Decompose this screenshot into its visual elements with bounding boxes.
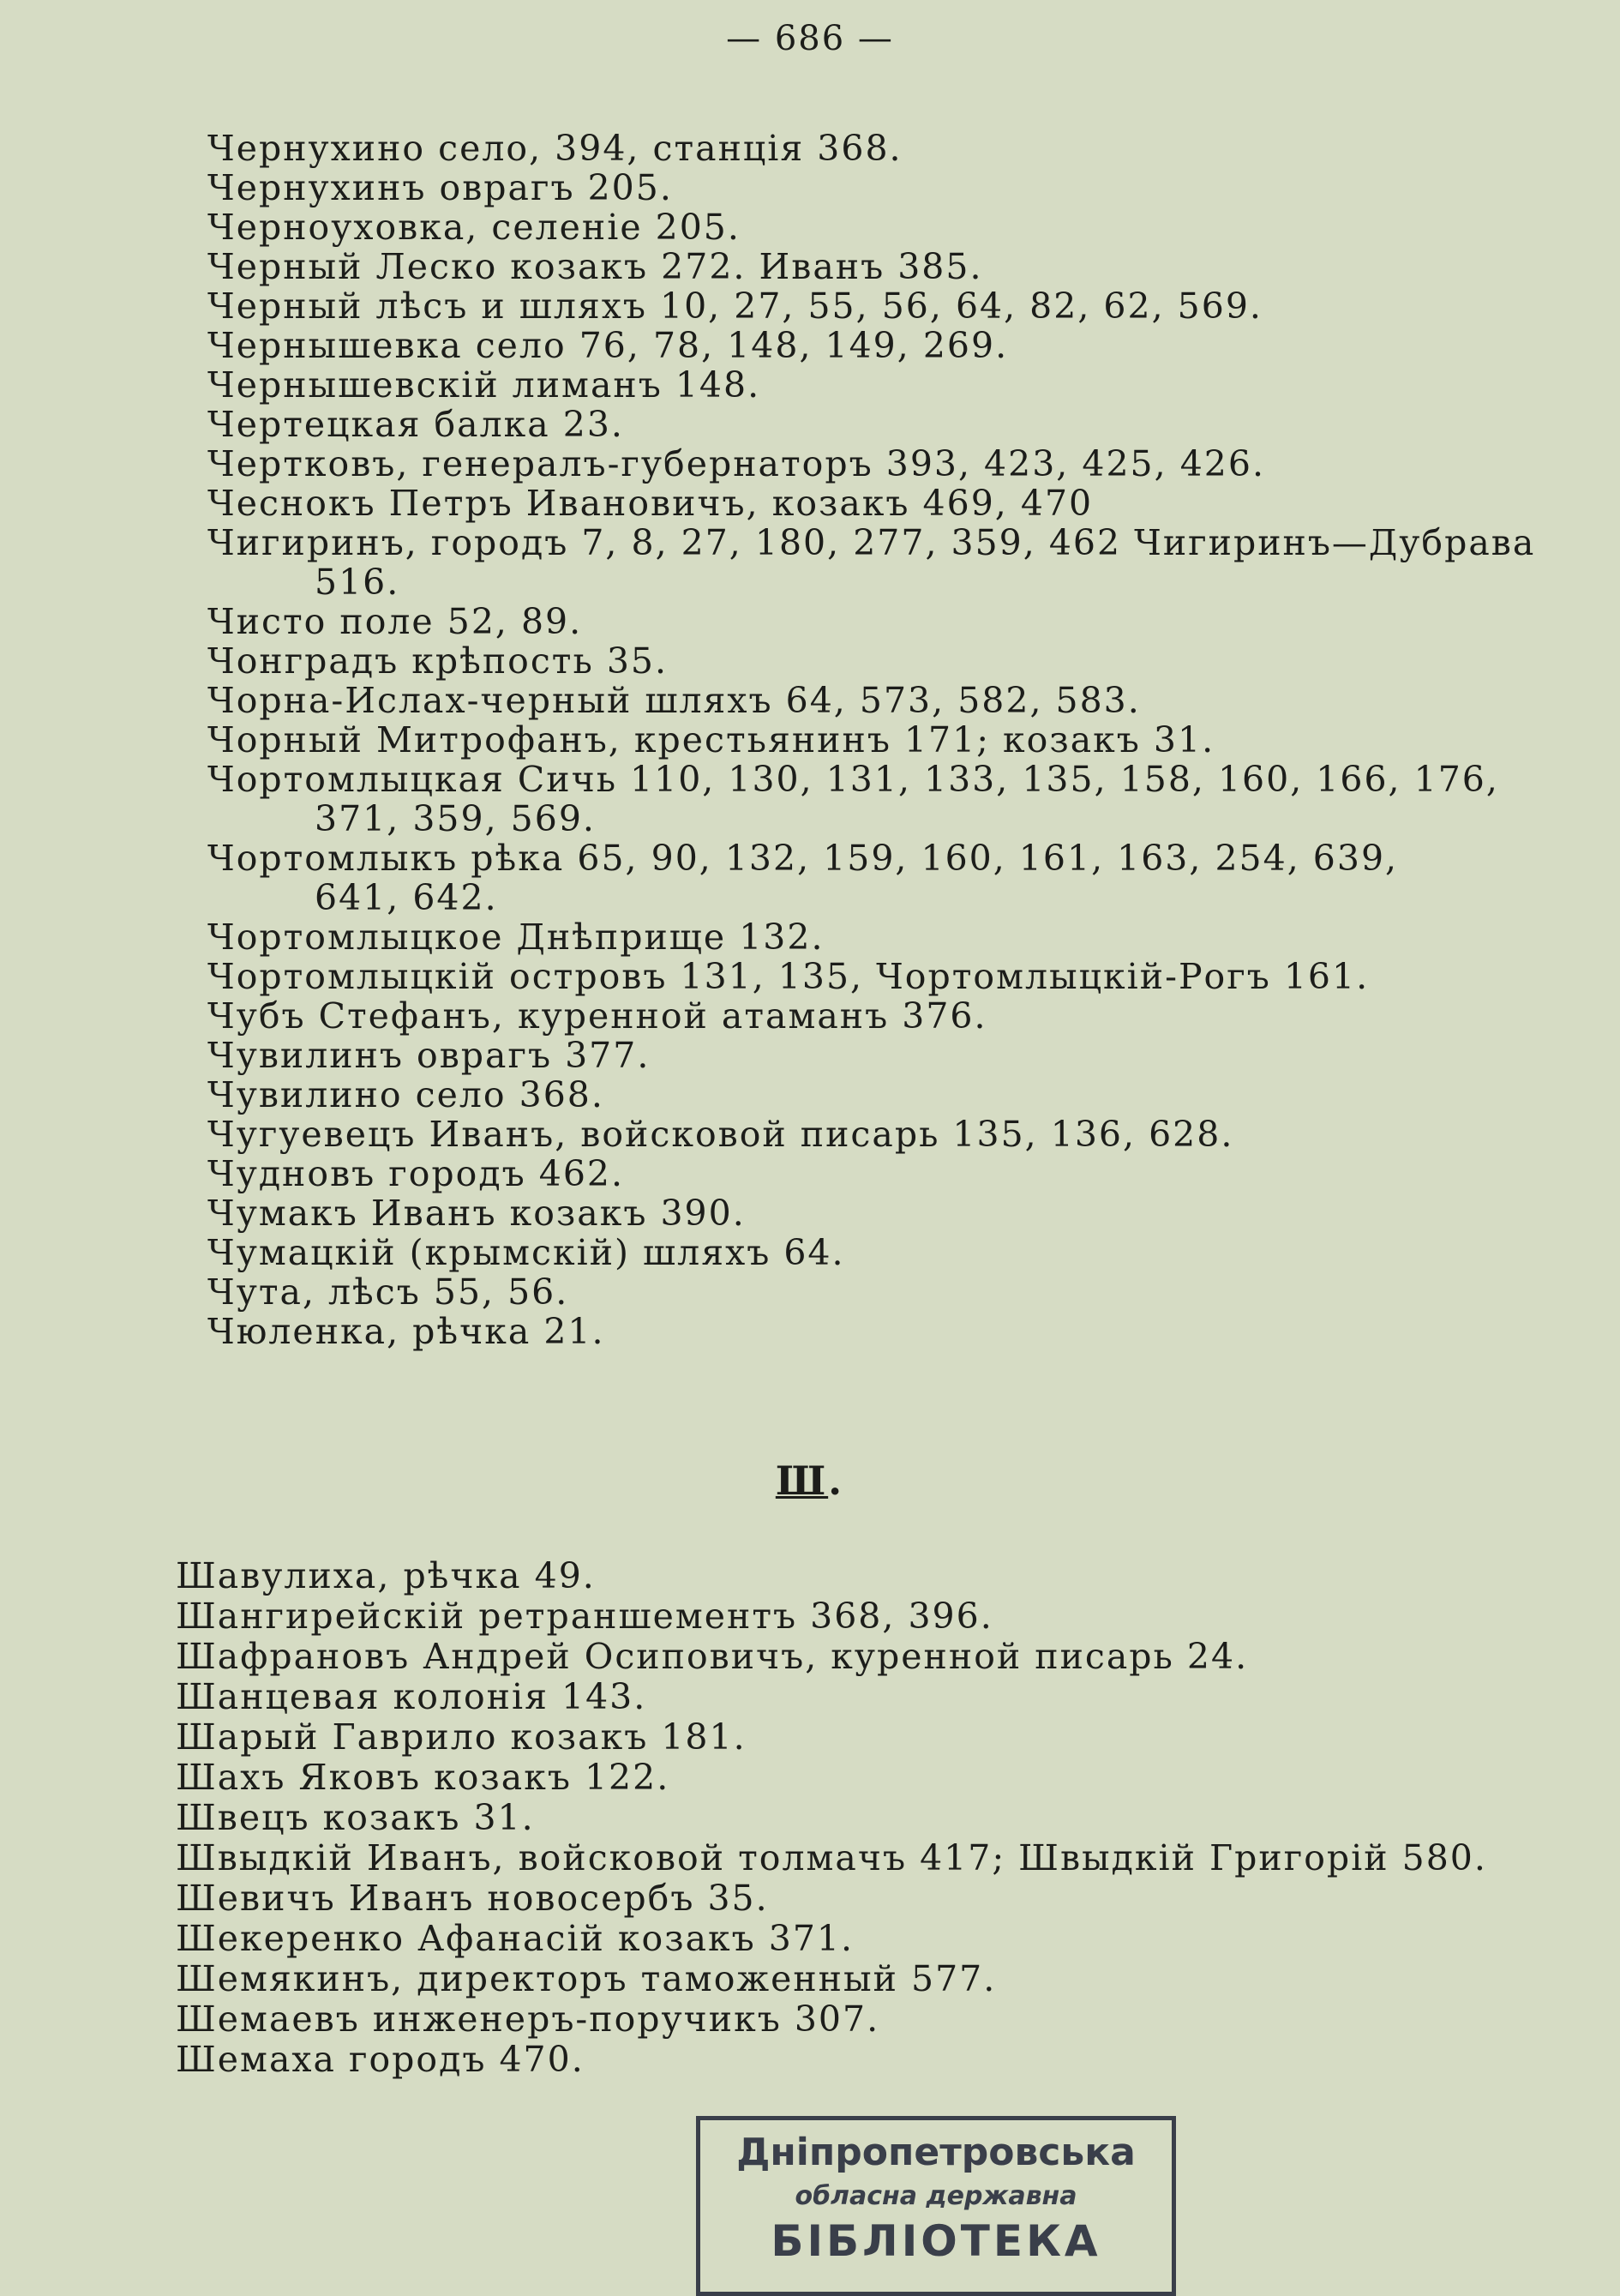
index-entry-text: Шангирейскій ретраншементъ 368, 396. (176, 1596, 993, 1637)
index-entry-text: Чумакъ Иванъ козакъ 390. (207, 1193, 746, 1234)
index-entry (207, 957, 1369, 996)
index-entry-text: Чортомлыцкая Сичь 110, 130, 131, 133, 135, 158, 160, 166, 176, (207, 759, 1499, 800)
index-entry (207, 444, 1265, 484)
index-entry-text: Шанцевая колонія 143. (176, 1676, 647, 1717)
index-entry-text: Чорна-Ислах-черный шляхъ 64, 573, 582, 583. (207, 680, 1141, 721)
index-entry-text: Чута, лѣсъ 55, 56. (207, 1271, 569, 1313)
index-entry (207, 1233, 845, 1272)
index-entry-text: Чернухинъ оврагъ 205. (207, 167, 673, 208)
index-entry-text: Чортомлыкъ рѣка 65, 90, 132, 159, 160, 161, 163, 254, 639, (207, 838, 1399, 879)
index-entry-text: Швецъ козакъ 31. (176, 1797, 535, 1838)
index-entry-text: Черноуховка, селеніе 205. (207, 207, 741, 248)
index-entry (176, 1999, 879, 2039)
index-entry-continuation: 371, 359, 569. (315, 798, 596, 839)
index-entry-text: Шевичъ Иванъ новосербъ 35. (176, 1878, 769, 1919)
index-entry (176, 1596, 993, 1636)
index-entry-text: Шекеренко Афанасій козакъ 371. (176, 1918, 855, 1959)
index-entry-text: Чумацкій (крымскій) шляхъ 64. (207, 1232, 845, 1273)
index-entry (207, 917, 825, 957)
stamp-line-2: обласна державна (795, 2181, 1077, 2211)
index-entry (176, 1878, 769, 1918)
index-entry-text: Чугуевецъ Иванъ, войсковой писарь 135, 136, 628. (207, 1114, 1234, 1155)
index-entry-text: Чортомлыцкое Днѣприще 132. (207, 917, 825, 958)
index-entry-text: Чеснокъ Петръ Ивановичъ, козакъ 469, 470 (207, 483, 1094, 524)
index-entry-text: Шемаха городъ 470. (176, 2039, 585, 2080)
index-entry (207, 1075, 604, 1115)
index-entry-text: Чувилинъ оврагъ 377. (207, 1035, 651, 1076)
index-entry-text: Чувилино село 368. (207, 1074, 604, 1115)
index-entry (176, 1919, 854, 1958)
index-entry-continuation: 641, 642. (315, 877, 498, 918)
index-entry-text: Черный лѣсъ и шляхъ 10, 27, 55, 56, 64, 82, 62, 569. (207, 285, 1263, 327)
index-entry-text: Чернышевскій лиманъ 148. (207, 364, 761, 406)
index-entry-text: Шемякинъ, директоръ таможенный 577. (176, 1958, 997, 1999)
index-entry (207, 602, 582, 641)
index-entry (207, 207, 741, 247)
stamp-line-3: БІБЛІОТЕКА (771, 2216, 1101, 2266)
index-entry (176, 1758, 669, 1797)
index-entry (207, 326, 1008, 365)
index-entry (207, 1036, 650, 1075)
index-entry (207, 838, 1398, 917)
index-entry (207, 129, 903, 168)
index-entry (207, 760, 1499, 838)
index-entry-text: Черный Леско козакъ 272. Иванъ 385. (207, 246, 983, 287)
section-letter: Ш (775, 1458, 829, 1504)
index-entry-text: Чернухино село, 394, станція 368. (207, 128, 903, 169)
index-entry-text: Чортомлыцкій островъ 131, 135, Чортомлыцкій-Рогъ 161. (207, 956, 1370, 997)
index-entry-text: Чудновъ городъ 462. (207, 1153, 625, 1194)
index-entry-text: Чюленка, рѣчка 21. (207, 1311, 605, 1352)
index-entry-text: Чубъ Стефанъ, куренной атаманъ 376. (207, 995, 987, 1037)
index-entry-text: Шавулиха, рѣчка 49. (176, 1555, 596, 1596)
index-entry (207, 720, 1215, 760)
section-heading: Ш. (775, 1458, 845, 1504)
index-entry-text: Шафрановъ Андрей Осиповичъ, куренной писарь 24. (176, 1636, 1249, 1677)
index-entry-text: Шемаевъ инженеръ-поручикъ 307. (176, 1998, 880, 2040)
index-entry-text: Чигиринъ, городъ 7, 8, 27, 180, 277, 359, 462 Чигиринъ—Дубрава (207, 522, 1536, 563)
index-entry (207, 168, 673, 207)
index-entry (207, 1272, 568, 1312)
library-stamp (696, 2116, 1176, 2296)
index-entry-text: Шарый Гаврило козакъ 181. (176, 1716, 747, 1758)
stamp-line-1: Дніпропетровська (736, 2131, 1136, 2174)
index-entry (176, 1677, 646, 1716)
index-entry (207, 286, 1263, 326)
index-entry-text: Чертецкая балка 23. (207, 404, 624, 445)
index-entry (176, 1959, 996, 1998)
index-entry (176, 1798, 535, 1837)
index-entry (207, 405, 624, 444)
index-entry (207, 1154, 624, 1193)
index-entry-text: Чертковъ, генералъ-губернаторъ 393, 423, 425, 426. (207, 443, 1265, 484)
index-entry (207, 1312, 605, 1351)
index-entry (176, 2040, 585, 2079)
index-entry (207, 1115, 1233, 1154)
index-entry (207, 523, 1535, 602)
index-entry-text: Швыдкій Иванъ, войсковой толмачъ 417; Швыдкій Григорій 580. (176, 1837, 1487, 1878)
index-entry-continuation: 516. (315, 562, 400, 603)
page-number: — 686 — (726, 19, 894, 58)
index-entry-text: Чернышевка село 76, 78, 148, 149, 269. (207, 325, 1009, 366)
index-entry (207, 484, 1093, 523)
index-entry (207, 1193, 746, 1233)
index-entry (176, 1637, 1248, 1676)
index-entry (207, 641, 668, 681)
index-entry-text: Шахъ Яковъ козакъ 122. (176, 1757, 670, 1798)
index-entry (207, 247, 983, 286)
index-entry (176, 1717, 747, 1757)
index-entry (207, 681, 1141, 720)
index-entry-text: Чонградъ крѣпость 35. (207, 640, 669, 682)
index-entry (207, 996, 987, 1036)
index-entry (176, 1838, 1487, 1878)
index-entry (176, 1556, 596, 1596)
index-entry (207, 365, 760, 405)
index-entry-text: Чисто поле 52, 89. (207, 601, 583, 642)
index-entry-text: Чорный Митрофанъ, крестьянинъ 171; козакъ 31. (207, 719, 1215, 760)
